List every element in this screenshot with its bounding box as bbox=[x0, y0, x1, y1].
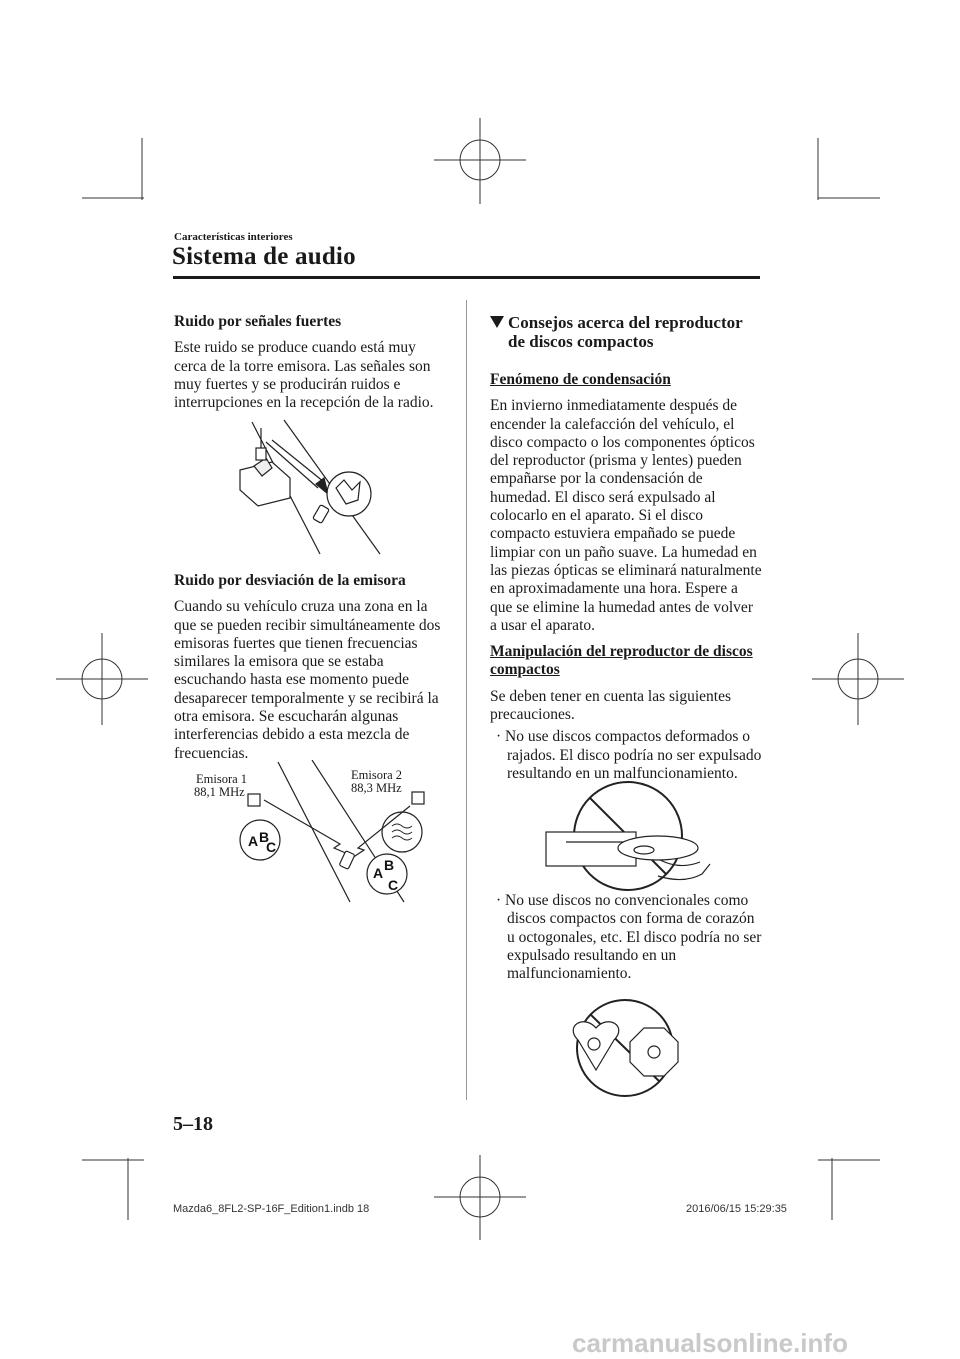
handling-heading: Manipulación del reproductor de discos compactos bbox=[490, 643, 753, 679]
section-label: Características interiores bbox=[174, 231, 293, 243]
strong-signal-body: Este ruido se produce cuando está muy cerca de la torre emisora. Las señales son muy fuertes y se producirán ruidos e interrupciones en la recepción de la radio. bbox=[174, 339, 434, 412]
left-column-top bbox=[174, 313, 444, 412]
condensation-body: En invierno inmediatamente después de encender la calefacción del vehículo, el disco compacto o los componentes ópticos del reproductor (prisma y lentes) pueden empañarse por la condensación de humedad. El disco será expulsado al colocarlo en el aparato. Si el disco compacto estuviera empañado se puede limpiar con un paño suave. La humedad en las piezas ópticas se eliminará naturalmente en aproximadamente una hora. Espere a que se elimine la humedad antes de volver a usar el aparato. bbox=[490, 397, 762, 634]
right-column-continued bbox=[490, 892, 762, 983]
svg-text:C: C bbox=[388, 877, 399, 893]
print-timestamp: 2016/06/15 15:29:35 bbox=[686, 1203, 787, 1215]
print-file-name: Mazda6_8FL2-SP-16F_Edition1.indb 18 bbox=[173, 1203, 370, 1215]
page-number: 5–18 bbox=[173, 1113, 213, 1135]
station1-name: Emisora 1 bbox=[196, 772, 248, 786]
strong-signal-illustration bbox=[232, 418, 392, 558]
bullet-text: No use discos no convencionales como discos compactos con forma de corazón u octogonales, etc. El disco podría no ser expulsado resultando en un malfuncionamiento. bbox=[505, 892, 762, 983]
column-divider bbox=[466, 300, 467, 1100]
odd-shaped-disc-prohibited-illustration bbox=[560, 998, 690, 1098]
svg-text:C: C bbox=[266, 839, 277, 855]
title-rule bbox=[173, 276, 760, 279]
tips-heading: Consejos acerca del reproductor de discos compactos bbox=[508, 313, 743, 351]
watermark: carmanualsonline.info bbox=[572, 1328, 848, 1358]
drift-heading: Ruido por desviación de la emisora bbox=[174, 572, 406, 589]
list-item: · No use discos no convencionales como discos compactos con forma de corazón u octogonales, etc. El disco podría no ser expulsado resultando en un malfuncionamiento. bbox=[496, 892, 762, 983]
strong-signal-heading: Ruido por señales fuertes bbox=[174, 313, 342, 330]
station2-name: Emisora 2 bbox=[351, 768, 403, 782]
left-column-bottom bbox=[174, 572, 449, 763]
bullet-text: No use discos compactos deformados o rajados. El disco podría no ser expulsado resultando en un malfuncionamiento. bbox=[505, 728, 762, 782]
triangle-bullet-icon bbox=[490, 316, 504, 328]
station2-frequency: 88,3 MHz bbox=[351, 781, 402, 795]
station-drift-illustration bbox=[190, 760, 440, 905]
svg-text:A: A bbox=[248, 833, 259, 849]
svg-text:A: A bbox=[373, 865, 384, 881]
station1-frequency: 88,1 MHz bbox=[194, 785, 245, 799]
list-item: · No use discos compactos deformados o rajados. El disco podría no ser expulsado resultando en un malfuncionamiento. bbox=[496, 728, 762, 782]
page-title: Sistema de audio bbox=[172, 243, 356, 270]
tips-heading-row bbox=[490, 313, 762, 351]
svg-text:B: B bbox=[259, 829, 270, 845]
handling-intro: Se deben tener en cuenta las siguientes precauciones. bbox=[490, 687, 732, 724]
condensation-heading: Fenómeno de condensación bbox=[490, 371, 671, 388]
drift-body: Cuando su vehículo cruza una zona en la que se pueden recibir simultáneamente dos emisoras fuertes que tienen frecuencias similares la emisora que se estaba escuchando hasta ese momento puede desaparecer temporalmente y se recibirá la otra emisora. Se escucharán algunas interferencias debido a esta mezcla de frecuencias. bbox=[174, 598, 441, 762]
damaged-disc-prohibited-illustration bbox=[540, 780, 715, 895]
svg-text:B: B bbox=[384, 857, 395, 873]
station-drift-drawing bbox=[190, 760, 440, 905]
right-column bbox=[490, 313, 762, 783]
